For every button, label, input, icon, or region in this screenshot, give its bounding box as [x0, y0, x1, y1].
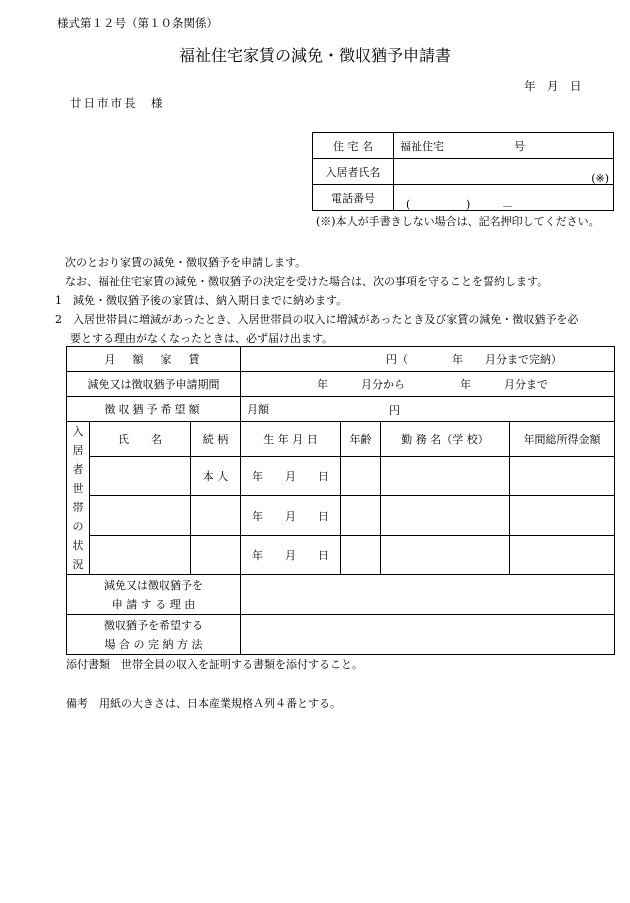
reason-label-line-1: 減免又は徴収猶予を [104, 578, 203, 592]
name-mark: (※) [591, 171, 609, 185]
period-field[interactable] [241, 372, 615, 397]
method-row [67, 615, 615, 655]
rent-field[interactable] [241, 347, 615, 372]
name-row [313, 159, 614, 185]
request-sentence: 次のとおり家賃の減免・徴収猶予を申請します。 [65, 256, 307, 269]
col-income-header: 年間総所得金額 [510, 422, 615, 457]
member-name-cell[interactable] [90, 535, 191, 574]
signature-note: (※)本人が手書きしない場合は、記名押印してください。 [316, 215, 600, 228]
amount-prefix: 月額 [247, 403, 269, 416]
period-label: 減免又は徴収猶予申請期間 [67, 372, 241, 397]
household-header-row [67, 422, 615, 457]
col-name-header: 氏 名 [90, 422, 191, 457]
member-birth-cell[interactable]: 年 月 日 [241, 535, 341, 574]
method-label-line-2: 場 合 の 完 納 方 法 [104, 637, 203, 651]
name-field[interactable] [394, 159, 614, 185]
reason-field[interactable] [241, 575, 615, 615]
household-row [67, 535, 615, 574]
house-number-label: 号 [514, 139, 525, 153]
name-label: 入居者氏名 [313, 159, 394, 185]
rent-label: 月 額 家 賃 [67, 347, 241, 372]
attachment-note: 添付書類 世帯全員の収入を証明する書類を添付すること。 [66, 658, 363, 671]
applicant-info-table [312, 132, 614, 211]
member-age-cell[interactable] [341, 535, 381, 574]
col-age-header: 年齢 [341, 422, 381, 457]
phone-row [313, 185, 614, 211]
amount-unit: 円 [389, 404, 400, 417]
phone-open: ( [406, 197, 411, 211]
phone-close: ) [466, 197, 471, 211]
member-birth-cell[interactable]: 年 月 日 [241, 457, 341, 496]
household-label [67, 422, 90, 575]
phone-dash: － [502, 199, 513, 213]
reason-label [67, 575, 241, 615]
self-label: 本 人 [202, 470, 229, 484]
member-work-cell[interactable] [381, 535, 510, 574]
house-label: 住 宅 名 [313, 133, 394, 159]
phone-label: 電話番号 [313, 185, 394, 211]
addressee: 廿日市市長 様 [70, 96, 165, 110]
rent-value: 円（ 年 月分まで完納） [386, 353, 562, 366]
method-label-line-1: 徴収猶予を希望する [104, 618, 203, 632]
household-row [67, 496, 615, 535]
phone-field[interactable] [394, 185, 614, 211]
household-label-text: 入居者世帯の状況 [72, 425, 84, 571]
household-row [67, 457, 615, 496]
member-relation-cell[interactable] [191, 496, 241, 535]
amount-row [67, 397, 615, 422]
reason-label-line-2: 申 請 す る 理 由 [111, 597, 196, 611]
pledge-item-1: 1 減免・徴収猶予後の家賃は、納入期日までに納めます。 [55, 294, 348, 307]
rent-row [67, 347, 615, 372]
member-name-cell[interactable] [90, 457, 191, 496]
house-row [313, 133, 614, 159]
member-income-cell[interactable] [510, 535, 615, 574]
date-line: 年 月 日 [524, 79, 582, 93]
member-name-cell[interactable] [90, 496, 191, 535]
amount-label: 徴収猶予希望額 [67, 397, 241, 422]
pledge-sentence: なお、福祉住宅家賃の減免・徴収猶予の決定を受けた場合は、次の事項を守ることを誓約します。 [65, 275, 549, 288]
reason-row [67, 575, 615, 615]
member-age-cell[interactable] [341, 496, 381, 535]
house-field[interactable] [394, 133, 614, 159]
period-value: 年 月分から 年 月分まで [317, 378, 548, 391]
member-relation-cell[interactable] [191, 535, 241, 574]
pledge-item-2-line-1: 2 入居世帯員に増減があったとき、入居世帯員の収入に増減があったとき及び家賃の減免・徴収猶予を必 [55, 313, 579, 326]
col-relation-header: 続 柄 [191, 422, 241, 457]
col-work-header: 勤 務 名（学 校） [381, 422, 510, 457]
method-label [67, 615, 241, 655]
col-birth-header: 生 年 月 日 [241, 422, 341, 457]
method-field[interactable] [241, 615, 615, 655]
member-birth-cell[interactable]: 年 月 日 [241, 496, 341, 535]
member-age-cell[interactable] [341, 457, 381, 496]
member-relation-cell [191, 457, 241, 496]
period-row [67, 372, 615, 397]
remark-note: 備考 用紙の大きさは、日本産業規格Ａ列４番とする。 [66, 697, 341, 710]
document-title: 福祉住宅家賃の減免・徴収猶予申請書 [178, 46, 451, 65]
house-value: 福祉住宅 [400, 139, 444, 153]
member-income-cell[interactable] [510, 496, 615, 535]
member-income-cell[interactable] [510, 457, 615, 496]
member-work-cell[interactable] [381, 496, 510, 535]
amount-field[interactable] [241, 397, 615, 422]
application-table [66, 346, 615, 655]
member-work-cell[interactable] [381, 457, 510, 496]
pledge-item-2-line-2: 要とする理由がなくなったときは、必ず届け出ます。 [70, 332, 334, 345]
form-number: 様式第１２号（第１０条関係） [57, 16, 218, 30]
